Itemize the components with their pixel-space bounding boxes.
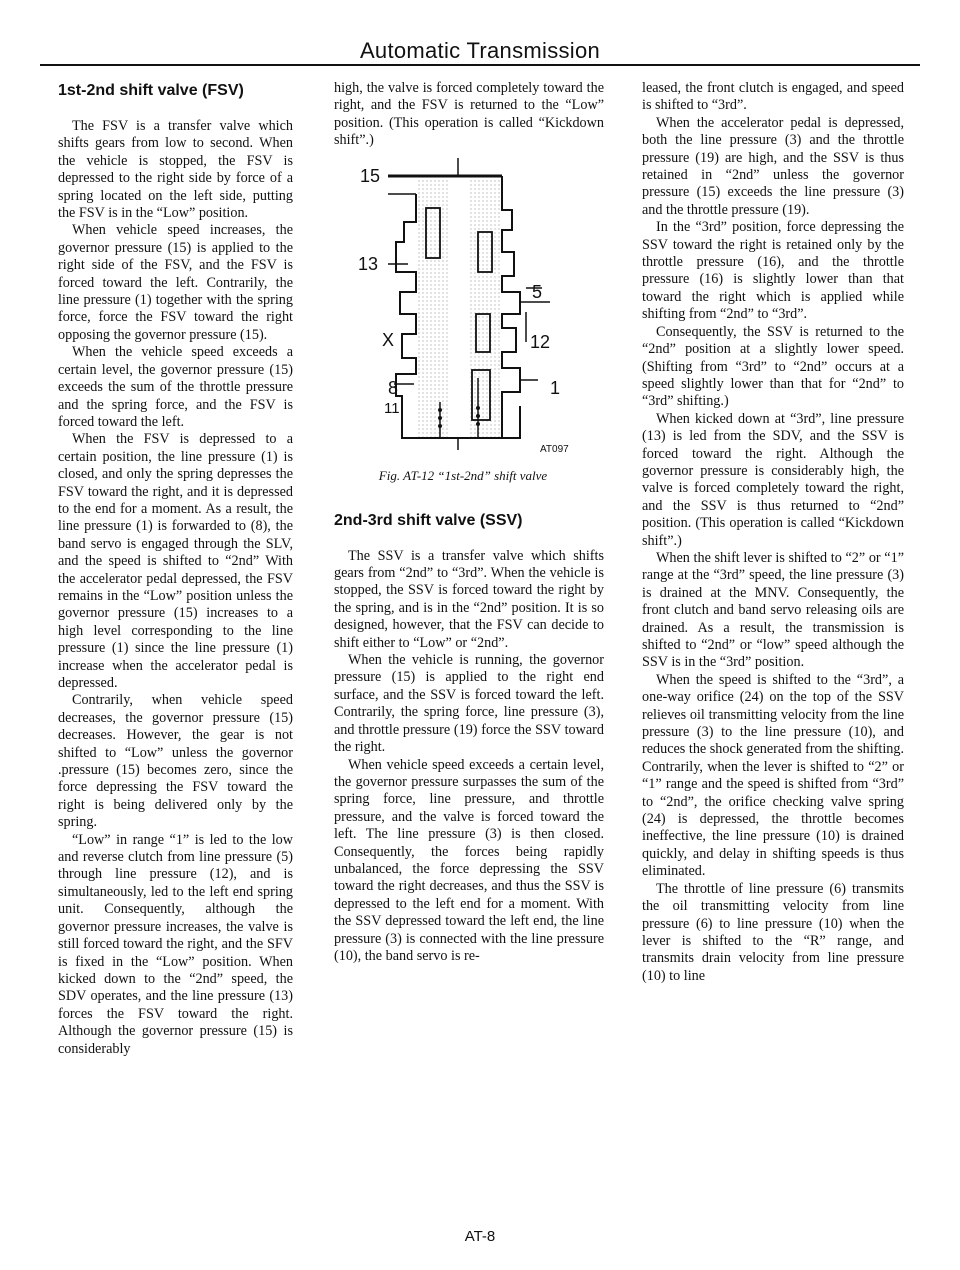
paragraph: When the speed is shifted to the “3rd”, a one-way orifice (24) on the top of the SSV relieves oil transmitting velocity from the line pressure (3) to the line pressure (10), and reduces the shock generated from the shifting. Contrarily, when the lever is shifted to “2” or “1” range and the speed is shifted from “3rd” to “2nd”, the orifice checking valve spring (24) is depressed, the throttle becomes ineffective, the line pressure (10) is drained quickly, and delay in shifting speeds is thus eliminated. bbox=[642, 671, 904, 880]
paragraph: The SSV is a transfer valve which shifts gears from “2nd” to “3rd”. When the vehicle is stopped, the SSV is forced toward the right by the spring, and is in the “2nd” position. It is so designed, however, that the FSV can decide to shift either to “Low” or “2nd”. bbox=[334, 547, 604, 651]
paragraph: Consequently, the SSV is returned to the “2nd” position at a slightly lower speed. (Shifting from “3rd” to “2nd” occurs at a speed slightly lower than that for “2nd” to “3rd” shifting.) bbox=[642, 323, 904, 410]
figure-caption: Fig. AT-12 “1st-2nd” shift valve bbox=[378, 467, 548, 483]
paragraph: In the “3rd” position, force depressing the SSV toward the right is retained only by the throttle pressure (16), and the throttle pressure (16) is slightly lower than that toward the right which is applied while shifting from “2nd” to “3rd”. bbox=[642, 219, 904, 323]
paragraph: When the vehicle speed exceeds a certain level, the governor pressure (15) exceeds the sum of the throttle pressure and the spring force, and the FSV is forced toward the left. bbox=[58, 344, 293, 430]
paragraph: leased, the front clutch is engaged, and speed is shifted to “3rd”. bbox=[642, 80, 904, 114]
paragraph: “Low” in range “1” is led to the low and reverse clutch from line pressure (5) through line pressure (12), and is simultaneously, led to the left end spring unit. Consequently, although the governor pressure increases, the valve is still forced toward the right, and the SFV is fixed in the “Low” position. When kicked down to the “2nd” speed, the SDV operates, and the line pressure (13) forces the FSV toward the right. Although the governor pressure (15) is considerably bbox=[58, 831, 293, 1057]
paragraph: The throttle of line pressure (6) transmits the oil transmitting velocity from line pressure (6) to line pressure (10) when the lever is shifted to the “R” range, and transmits drain velocity from line pressure (10) to line bbox=[642, 880, 904, 984]
label-8: 8 bbox=[388, 377, 399, 398]
figure-shift-valve bbox=[354, 152, 584, 466]
column-3 bbox=[642, 80, 904, 985]
paragraph: The FSV is a transfer valve which shifts gears from low to second. When the vehicle is stopped, the FSV is depressed to the right side by force of a spring located on the left side, putting the FSV is in the “Low” position. bbox=[58, 118, 293, 222]
page-number: AT-8 bbox=[464, 1228, 496, 1245]
header-rule bbox=[40, 64, 920, 66]
paragraph: high, the valve is forced completely toward the right, and the FSV is returned to the “Low” position. (This operation is called “Kickdown shift”.) bbox=[334, 80, 604, 149]
label-12: 12 bbox=[530, 331, 551, 352]
paragraph: When the FSV is depressed to a certain position, the line pressure (1) is closed, and only the spring depresses the FSV toward the right, and it is depressed to the end for a moment. As a result, the line pressure (1) is forwarded to (8), the band servo is engaged through the SLV, and the speed is shifted to “2nd” With the accelerator pedal depressed, the FSV remains in the “Low” position unless the governor pressure (15) increases to a high level corresponding to the line pressure (1) since the line pressure (1) increase when the accelerator pedal is depressed. bbox=[58, 431, 293, 691]
paragraph: When vehicle speed increases, the governor pressure (15) is applied to the right side of the FSV, and the FSV is forced toward the left. Contrarily, the line pressure (1) together with the spring force, force the FSV toward the right opposing the governor pressure (15). bbox=[58, 222, 293, 343]
label-1: 1 bbox=[550, 377, 561, 398]
paragraph: When kicked down at “3rd”, line pressure (13) is led from the SDV, and the SSV is forced toward the right. Although the governor pressure is considerably high, the valve is forced completely toward the right, and the SSV is thus returned to “2nd” position. (This operation is called “Kickdown shift”.) bbox=[642, 410, 904, 549]
label-11: 11 bbox=[384, 399, 400, 417]
figure-code: AT097 bbox=[540, 443, 569, 455]
paragraph: When vehicle speed exceeds a certain level, the governor pressure surpasses the sum of the spring force, line pressure, and throttle pressure, and the valve is forced toward the left. The line pressure (3) is then closed. Consequently, the forces being rapidly unbalanced, the force depressing the SSV toward the right decreases, and thus the SSV is depressed to the left end for a moment. With the SSV depressed toward the left end, the line pressure (3) is connected with the line pressure (10), the band servo is re- bbox=[334, 756, 604, 964]
paragraph: When the accelerator pedal is depressed, both the line pressure (3) and the throttle pressure (19) are high, and the SSV is thus retained in “2nd” unless the governor pressure (15) exceeds the line pressure (3) and the throttle pressure (19). bbox=[642, 114, 904, 218]
section-heading-fsv: 1st-2nd shift valve (FSV) bbox=[58, 82, 244, 99]
column-2 bbox=[334, 80, 604, 965]
label-13: 13 bbox=[358, 253, 379, 274]
paragraph: When the vehicle is running, the governor pressure (15) is applied to the right end surface, and the SSV is forced toward the left. Contrarily, the spring force, line pressure (3), and throttle pressure (19) force the SSV toward the right. bbox=[334, 652, 604, 756]
paragraph: Contrarily, when vehicle speed decreases, the governor pressure (15) decreases. However, the gear is not shifted to “Low” unless the governor .pressure (15) becomes zero, since the force depressing the FSV toward the right is being delivered only by the spring. bbox=[58, 692, 293, 831]
column-1 bbox=[58, 80, 293, 1058]
label-5: 5 bbox=[532, 281, 543, 302]
label-x: X bbox=[382, 329, 395, 350]
paragraph: When the shift lever is shifted to “2” or “1” range at the “3rd” speed, the line pressure (3) is drained at the MNV. Consequently, the front clutch and band servo releasing oils are drained. As a result, the transmission is shifted to “2nd” or “low” speed although the SSV is in the “3rd” position. bbox=[642, 549, 904, 671]
section-heading-ssv: 2nd-3rd shift valve (SSV) bbox=[334, 511, 523, 529]
page-header: Automatic Transmission bbox=[359, 38, 601, 63]
label-15: 15 bbox=[360, 165, 381, 186]
